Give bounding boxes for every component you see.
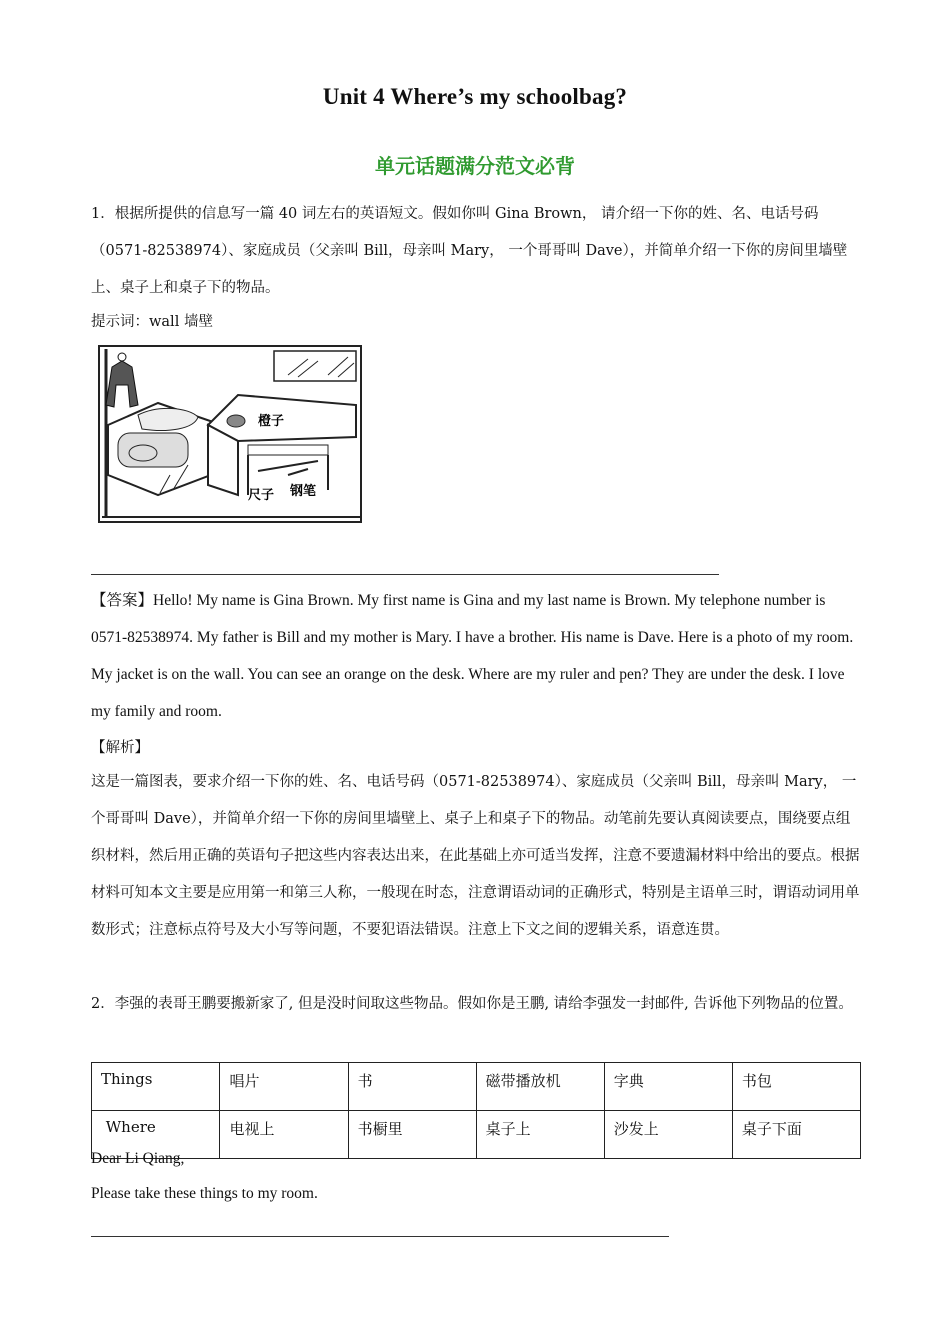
table-cell: 书包 [732, 1063, 860, 1111]
table-cell: 桌子下面 [732, 1111, 860, 1159]
pen-label: 钢笔 [290, 484, 317, 499]
table-cell: 书 [348, 1063, 476, 1111]
table-cell: 书橱里 [348, 1111, 476, 1159]
table-row [92, 1111, 861, 1159]
table-cell: 桌子上 [476, 1111, 604, 1159]
room-illustration [98, 345, 362, 523]
table-row [92, 1063, 861, 1111]
letter-line-1: Please take these things to my room. [91, 1185, 318, 1202]
question-1-answer: 【答案】Hello! My name is Gina Brown. My first name is Gina and my last name is Brown. My telephone number is 0571-82538974. My father is Bill and my mother is Mary. I have a brother. His name is Dave. Here is a photo of my room. My jacket is on the wall. You can see an orange on the desk. Where are my ruler and pen? They are under the desk. I love my family and room. [91, 592, 854, 720]
analysis-heading: 【解析】 [91, 740, 149, 756]
table-cell: 字典 [604, 1063, 732, 1111]
table-cell: 电视上 [220, 1111, 348, 1159]
question-2-prompt: 2．李强的表哥王鹏要搬新家了, 但是没时间取这些物品。假如你是王鹏, 请给李强发一封邮件, 告诉他下列物品的位置。 [91, 996, 853, 1012]
question-1-hint: 提示词：wall 墙壁 [91, 314, 213, 330]
answer-blank-line [91, 574, 719, 575]
section-subtitle: 单元话题满分范文必背 [375, 154, 575, 178]
table-cell: Things [92, 1063, 220, 1111]
items-table [91, 1062, 861, 1159]
table-cell: 磁带播放机 [476, 1063, 604, 1111]
table-cell: Where [92, 1111, 220, 1159]
question-1-analysis: 这是一篇图表，要求介绍一下你的姓、名、电话号码（0571-82538974）、家庭成员（父亲叫 Bill，母亲叫 Mary， 一个哥哥叫 Dave），并简单介绍一下你的房间里墙壁上、桌子上和桌子下的物品。动笔前先要认真阅读要点，围绕要点组织材料，然后用正确的英语句子把这些内容表达出来，在此基础上亦可适当发挥，注意不要遗漏材料中给出的要点。根据材料可知本文主要是应用第一和第三人称，一般现在时态，注意谓语动词的正确形式，特别是主语单三时，谓语动词用单数形式；注意标点符号及大小写等问题，不要犯语法错误。注意上下文之间的逻辑关系，语意连贯。 [91, 774, 860, 938]
table-cell: 唱片 [220, 1063, 348, 1111]
page-title: Unit 4 Where’s my schoolbag? [322, 84, 628, 109]
table-cell: 沙发上 [604, 1111, 732, 1159]
ruler-label: 尺子 [248, 488, 275, 503]
question-1-prompt: 1．根据所提供的信息写一篇 40 词左右的英语短文。假如你叫 Gina Brown， 请介绍一下你的姓、名、电话号码（0571-82538974）、家庭成员（父亲叫 Bill，母亲叫 Mary， 一个哥哥叫 Dave），并简单介绍一下你的房间里墙壁上、桌子上和桌子下的物品。 [91, 206, 848, 296]
orange-label: 橙子 [258, 414, 285, 429]
letter-blank-line [91, 1236, 669, 1237]
letter-greeting: Dear Li Qiang, [91, 1150, 185, 1167]
